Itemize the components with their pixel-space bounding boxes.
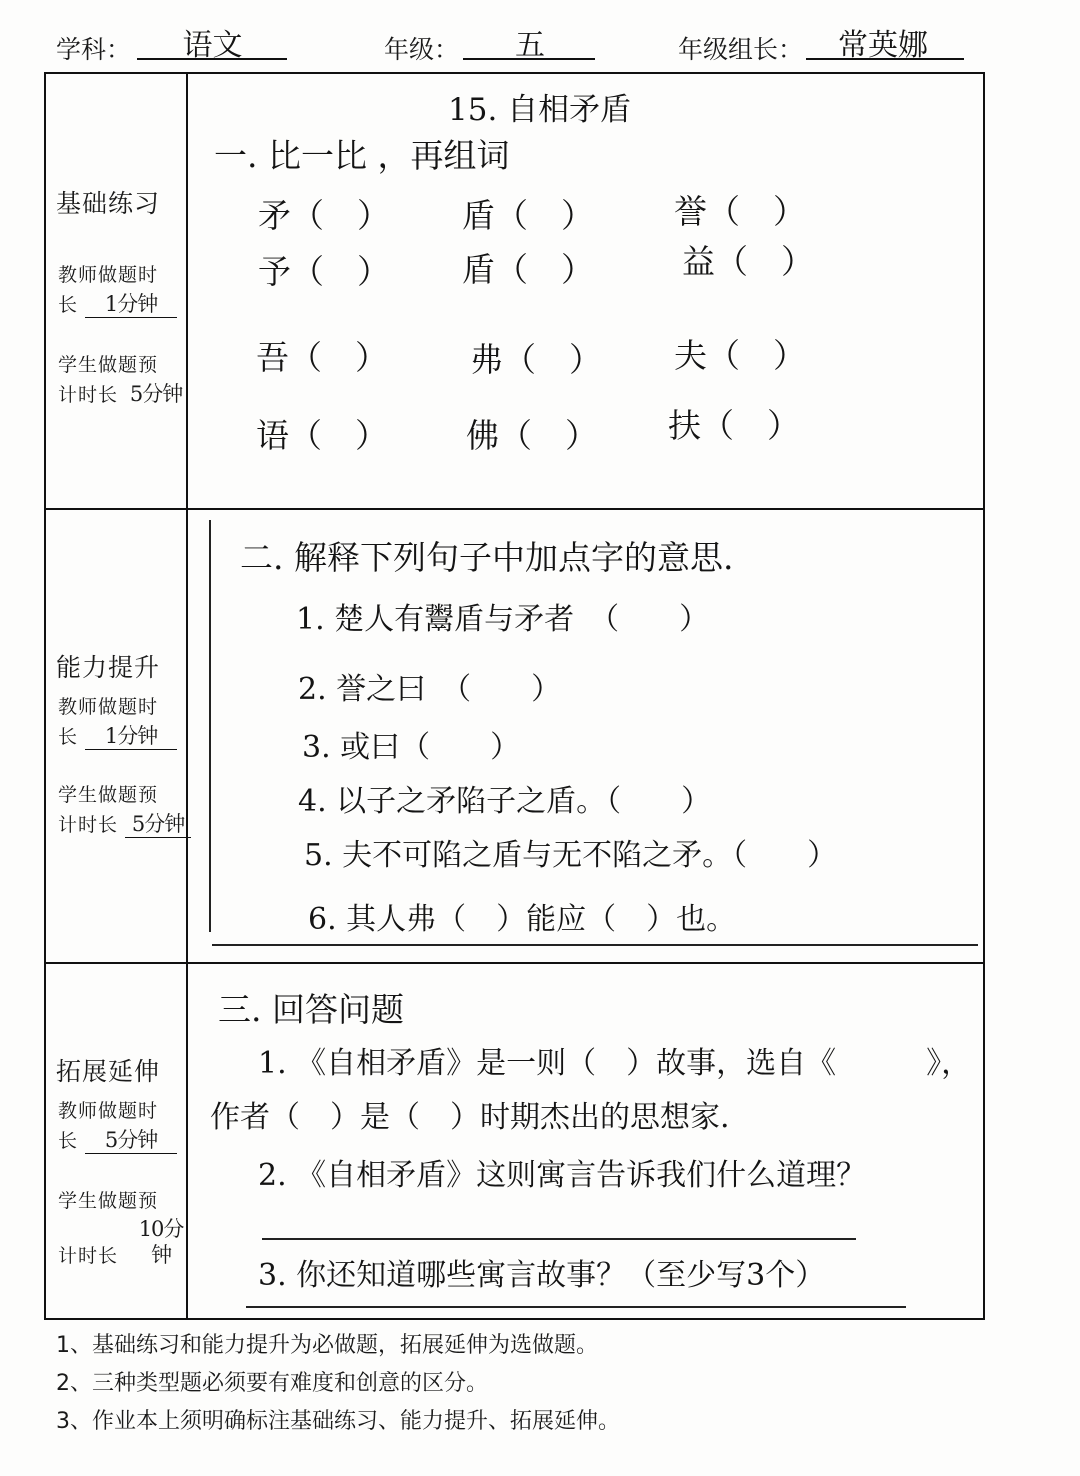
student-time-value: 10分钟: [138, 1217, 184, 1267]
subject-value: 语文: [182, 28, 243, 63]
question-item: 3. 或曰（ ）: [302, 730, 521, 765]
row-divider-2: [44, 962, 985, 964]
question-1-line-1: 1. 《自相矛盾》是一则（ ）故事，选自《 》，: [258, 1046, 972, 1081]
teacher-time-label-tail: 长: [58, 1130, 79, 1152]
exercise-heading: 三. 回答问题: [218, 990, 404, 1029]
question-item: 5. 夫不可陷之盾与无不陷之矛。（ ）: [304, 838, 838, 873]
subject-underline: [137, 58, 287, 60]
note-item: 1、基础练习和能力提升为必做题，拓展延伸为选做题。: [56, 1333, 598, 1358]
row-divider-1: [44, 508, 985, 510]
question-item: 1. 楚人有鬻盾与矛者 （ ）: [296, 602, 710, 637]
char-item: 誉（ ）: [674, 192, 806, 231]
char-item: 矛（ ）: [258, 196, 390, 235]
teacher-time-label-tail: 长: [58, 726, 79, 748]
student-time-value: 5分钟: [129, 382, 183, 406]
char-item: 语（ ）: [256, 416, 388, 455]
teacher-time-value: 1分钟: [85, 291, 177, 318]
question-1-line-2: 作者（ ）是（ ）时期杰出的思想家.: [210, 1100, 730, 1135]
leader-underline: [806, 58, 964, 60]
hand-drawn-border-bottom: [212, 944, 978, 946]
question-item: 6. 其人弗（ ）能应（ ）也。: [308, 902, 737, 937]
section-title: 拓展延伸: [56, 1057, 161, 1086]
grade-value: 五: [515, 28, 545, 63]
char-item: 盾（ ）: [462, 250, 594, 289]
section-title: 能力提升: [56, 653, 161, 682]
teacher-time-label-tail: 长: [58, 294, 79, 316]
question-3: 3. 你还知道哪些寓言故事？（至少写3个）: [258, 1258, 826, 1293]
leader-value: 常英娜: [838, 28, 928, 63]
char-item: 予（ ）: [258, 252, 390, 291]
student-time-label: 学生做题预: [58, 1190, 159, 1212]
exercise-heading: 二. 解释下列句子中加点字的意思.: [240, 538, 734, 577]
char-item: 益（ ）: [682, 242, 814, 281]
student-time-label: 学生做题预: [58, 354, 159, 376]
question-2: 2. 《自相矛盾》这则寓言告诉我们什么道理？: [258, 1158, 867, 1193]
section-title: 基础练习: [56, 189, 161, 218]
question-item: 2. 誉之曰 （ ）: [298, 672, 562, 707]
subject-label: 学科：: [56, 35, 132, 64]
char-item: 吾（ ）: [256, 338, 388, 377]
student-time-label-tail: 计时长: [58, 384, 119, 406]
note-item: 2、三种类型题必须要有难度和创意的区分。: [56, 1371, 488, 1396]
note-item: 3、作业本上须明确标注基础练习、能力提升、拓展延伸。: [56, 1409, 620, 1434]
question-item: 4. 以子之矛陷子之盾。（ ）: [298, 784, 712, 819]
student-time-value: 5分钟: [125, 811, 191, 838]
char-item: 盾（ ）: [462, 196, 594, 235]
leader-label: 年级组长：: [678, 35, 804, 64]
student-time-label-tail: 计时长: [58, 814, 119, 836]
grade-underline: [463, 58, 595, 60]
char-item: 扶（ ）: [668, 406, 800, 445]
answer-line: [262, 1238, 856, 1240]
column-divider: [186, 72, 188, 1320]
char-item: 夫（ ）: [674, 336, 806, 375]
char-item: 佛（ ）: [466, 416, 598, 455]
answer-line: [246, 1306, 906, 1308]
student-time-label-tail: 计时长: [58, 1245, 119, 1267]
grade-label: 年级：: [384, 35, 460, 64]
teacher-time-value: 1分钟: [85, 723, 177, 750]
char-item: 弗（ ）: [470, 340, 602, 379]
lesson-title: 15. 自相矛盾: [448, 92, 632, 128]
exercise-heading: 一. 比一比 ，再组词: [214, 136, 510, 175]
teacher-time-value: 5分钟: [85, 1127, 177, 1154]
hand-drawn-border-left: [209, 520, 211, 932]
teacher-time-label: 教师做题时: [58, 264, 159, 286]
student-time-label: 学生做题预: [58, 784, 159, 806]
teacher-time-label: 教师做题时: [58, 696, 159, 718]
teacher-time-label: 教师做题时: [58, 1100, 159, 1122]
